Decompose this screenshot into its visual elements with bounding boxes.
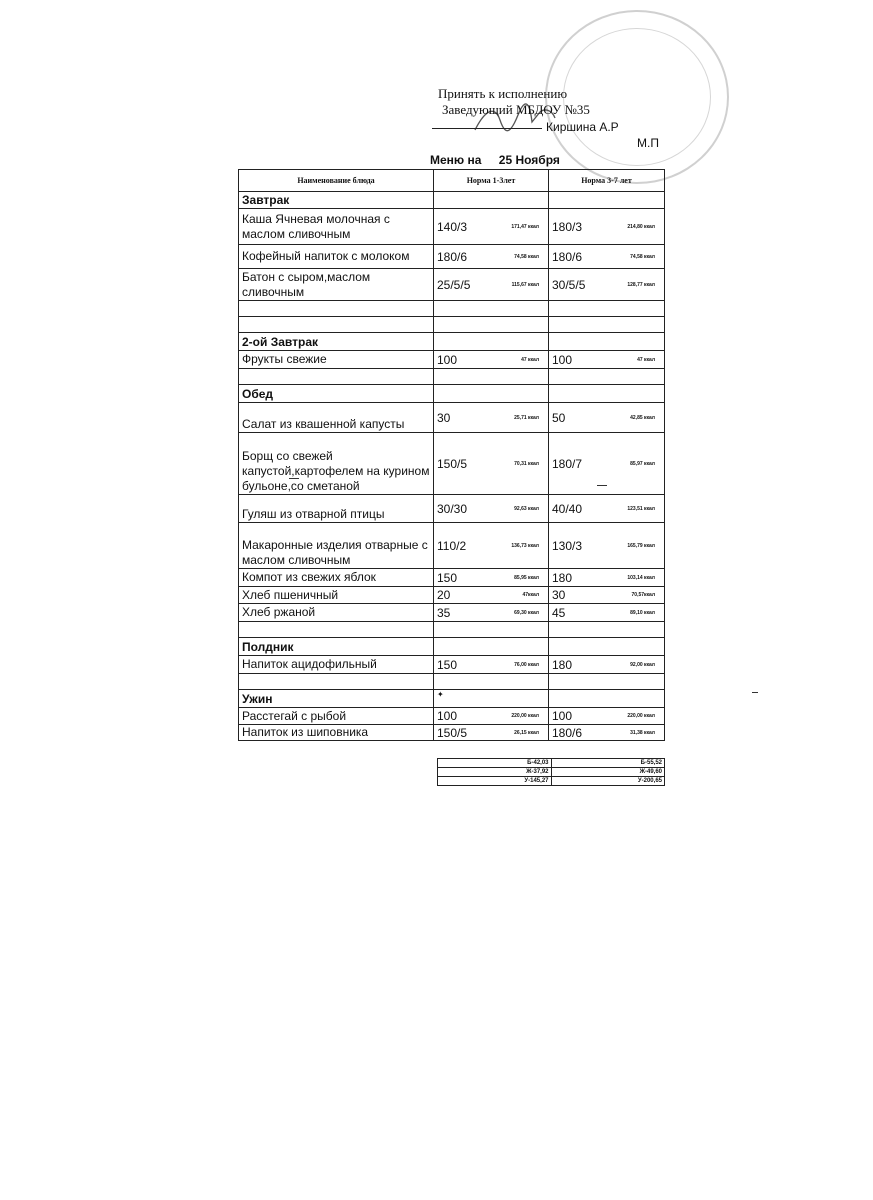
total-b2: Б-55,52 [551,759,665,768]
total-z1: Ж-37,92 [438,768,552,777]
approval-line1: Принять к исполнению [438,86,568,101]
table-row: Макаронные изделия отварные с маслом сливочным 110/2 136,73 ккал 130/3 165,79 ккал [239,523,665,569]
table-row: Кофейный напиток с молоком 180/6 74,58 ккал 180/6 74,58 ккал [239,245,665,269]
dash-mark [597,485,607,486]
empty-row [239,369,665,385]
empty-row [239,622,665,638]
table-row: Напиток ацидофильный 150 76,00 ккал 180 92,00 ккал [239,656,665,674]
totals-table [437,758,665,786]
header-dish: Наименование блюда [239,170,434,192]
dash-mark [289,478,299,479]
table-row: Хлеб пшеничный 20 47ккал 30 70,57ккал [239,587,665,604]
cross-mark-icon: ✦ [437,690,444,699]
section-lunch: Обед [239,385,434,403]
mp-label: М.П [637,136,659,150]
table-row: Хлеб ржаной 35 69,30 ккал 45 89,10 ккал [239,604,665,622]
empty-row [239,674,665,690]
page-title [430,153,560,167]
empty-row [239,301,665,317]
table-row: Борщ со свежей капустой,картофелем на курином бульоне,со сметаной 150/5 70,31 ккал 180/7 85,97 ккал [239,433,665,495]
round-stamp [545,10,729,184]
table-row: Напиток из шиповника 150/5 26,15 ккал 180/6 31,38 ккал [239,725,665,741]
table-row: Компот из свежих яблок 150 85,95 ккал 180 103,14 ккал [239,569,665,587]
approval-signer: Киршина А.Р [432,119,619,135]
approval-line2: Заведующий МБДОУ №35 [442,102,590,117]
table-row: Батон с сыром,маслом сливочным 25/5/5 115,67 ккал 30/5/5 128,77 ккал [239,269,665,301]
section-dinner: Ужин [239,690,434,708]
table-row: Гуляш из отварной птицы 30/30 92,63 ккал 40/40 123,51 ккал [239,495,665,523]
header-norm2: Норма 3-7 лет [549,170,665,192]
table-row: Фрукты свежие 100 47 ккал 100 47 ккал [239,351,665,369]
total-u2: У-200,65 [551,777,665,786]
table-row: Салат из квашенной капусты 30 25,71 ккал 50 42,85 ккал [239,403,665,433]
section-row [239,192,665,209]
empty-row [239,317,665,333]
section-snack: Полдник [239,638,434,656]
header-norm1: Норма 1-3лет [434,170,549,192]
total-b1: Б-42,03 [438,759,552,768]
section-row [239,690,665,708]
title-date: 25 Ноября [498,153,560,167]
menu-table [238,169,665,741]
total-z2: Ж-49,60 [551,768,665,777]
table-row: Расстегай с рыбой 100 220,00 ккал 100 220,00 ккал [239,708,665,725]
section-row [239,333,665,351]
title-label: Меню на [430,153,482,167]
section-row [239,385,665,403]
section-breakfast2: 2-ой Завтрак [239,333,434,351]
total-u1: У-145,27 [438,777,552,786]
dash-mark [752,692,758,693]
section-row [239,638,665,656]
table-row: Каша Ячневая молочная с маслом сливочным 140/3 171,47 ккал 180/3 214,80 ккал [239,209,665,245]
section-breakfast: Завтрак [239,192,434,209]
